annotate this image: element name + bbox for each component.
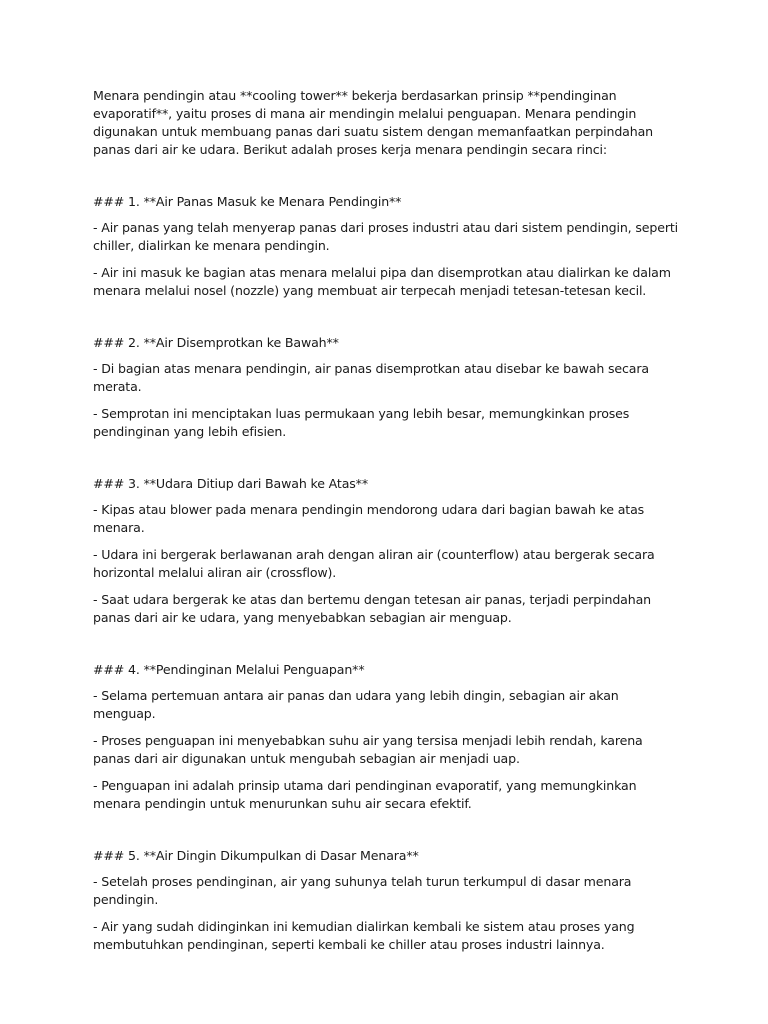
document-page	[93, 87, 678, 954]
list-item: - Air panas yang telah menyerap panas dari proses industri atau dari sistem pendingin, seperti chiller, dialirkan ke menara pendingin.	[93, 220, 678, 253]
list-item: - Udara ini bergerak berlawanan arah dengan aliran air (counterflow) atau bergerak secara horizontal melalui aliran air (crossflow).	[93, 547, 655, 580]
list-item: - Selama pertemuan antara air panas dan udara yang lebih dingin, sebagian air akan menguap.	[93, 688, 619, 721]
section-heading: ### 1. **Air Panas Masuk ke Menara Pendingin**	[93, 194, 402, 209]
list-item: - Air ini masuk ke bagian atas menara melalui pipa dan disemprotkan atau dialirkan ke dalam menara melalui nosel (nozzle) yang membuat air terpecah menjadi tetesan-tetesan kecil.	[93, 265, 671, 298]
section-heading: ### 5. **Air Dingin Dikumpulkan di Dasar Menara**	[93, 848, 419, 863]
section-1	[93, 193, 678, 300]
section-heading: ### 3. **Udara Ditiup dari Bawah ke Atas**	[93, 476, 368, 491]
list-item: - Setelah proses pendinginan, air yang suhunya telah turun terkumpul di dasar menara pendingin.	[93, 874, 632, 907]
list-item: - Saat udara bergerak ke atas dan bertemu dengan tetesan air panas, terjadi perpindahan panas dari air ke udara, yang menyebabkan sebagian air menguap.	[93, 592, 651, 625]
section-5	[93, 847, 678, 954]
list-item: - Kipas atau blower pada menara pendingin mendorong udara dari bagian bawah ke atas menara.	[93, 502, 645, 535]
list-item: - Di bagian atas menara pendingin, air panas disemprotkan atau disebar ke bawah secara merata.	[93, 361, 649, 394]
section-4	[93, 661, 678, 813]
list-item: - Semprotan ini menciptakan luas permukaan yang lebih besar, memungkinkan proses pendinginan yang lebih efisien.	[93, 406, 630, 439]
section-3	[93, 475, 678, 627]
list-item: - Proses penguapan ini menyebabkan suhu air yang tersisa menjadi lebih rendah, karena panas dari air digunakan untuk mengubah sebagian air menjadi uap.	[93, 733, 643, 766]
list-item: - Penguapan ini adalah prinsip utama dari pendinginan evaporatif, yang memungkinkan menara pendingin untuk menurunkan suhu air secara efektif.	[93, 778, 637, 811]
section-heading: ### 2. **Air Disemprotkan ke Bawah**	[93, 335, 339, 350]
intro-paragraph: Menara pendingin atau **cooling tower** bekerja berdasarkan prinsip **pendinginan evaporatif**, yaitu proses di mana air mendingin melalui penguapan. Menara pendingin digunakan untuk membuang panas dari suatu sistem dengan memanfaatkan perpindahan panas dari air ke udara. Berikut adalah proses kerja menara pendingin secara rinci:	[93, 88, 653, 157]
list-item: - Air yang sudah didinginkan ini kemudian dialirkan kembali ke sistem atau proses yang membutuhkan pendinginan, seperti kembali ke chiller atau proses industri lainnya.	[93, 919, 635, 952]
section-2	[93, 334, 678, 441]
section-heading: ### 4. **Pendinginan Melalui Penguapan**	[93, 662, 365, 677]
